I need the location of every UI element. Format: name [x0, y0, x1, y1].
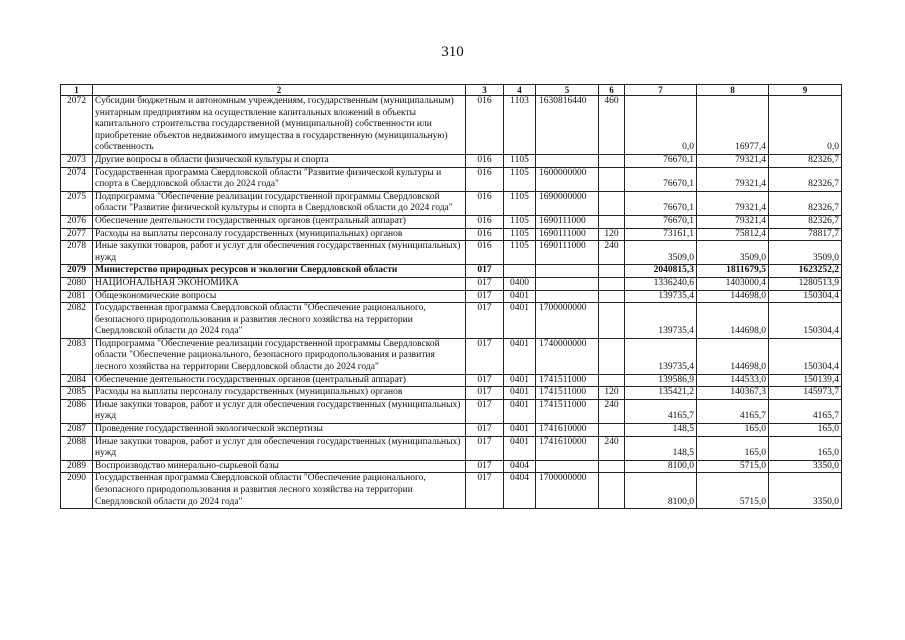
- row-value-col9: 3350,0: [769, 460, 842, 473]
- row-value-col8: 16977,4: [697, 96, 769, 155]
- table-row: [61, 473, 842, 509]
- table-body: [61, 96, 842, 509]
- row-value-col7: 0,0: [625, 96, 697, 155]
- row-value-col8: 79321,4: [697, 167, 769, 191]
- header-row: [61, 85, 842, 96]
- row-ministry-code: 017: [466, 424, 504, 437]
- row-section-code: 0401: [504, 436, 536, 460]
- row-section-code: 0401: [504, 399, 536, 423]
- row-value-col8: 165,0: [697, 424, 769, 437]
- row-target-code: 1630816440: [536, 96, 599, 155]
- row-number: 2082: [61, 303, 93, 339]
- row-name: Обеспечение деятельности государственных органов (центральный аппарат): [93, 215, 466, 228]
- column-header: 4: [504, 85, 536, 96]
- row-expense-type: [599, 215, 625, 228]
- row-number: 2081: [61, 290, 93, 303]
- row-ministry-code: 017: [466, 374, 504, 387]
- row-ministry-code: 017: [466, 387, 504, 400]
- row-ministry-code: 017: [466, 399, 504, 423]
- row-ministry-code: 017: [466, 473, 504, 509]
- row-ministry-code: 017: [466, 436, 504, 460]
- row-number: 2088: [61, 436, 93, 460]
- row-value-col8: 79321,4: [697, 191, 769, 215]
- row-section-code: 0401: [504, 374, 536, 387]
- row-section-code: [504, 265, 536, 278]
- row-value-col9: 150304,4: [769, 290, 842, 303]
- table-row: [61, 191, 842, 215]
- row-value-col9: 1280513,9: [769, 277, 842, 290]
- column-header: 9: [769, 85, 842, 96]
- row-value-col7: 8100,0: [625, 460, 697, 473]
- row-value-col7: 76670,1: [625, 167, 697, 191]
- row-target-code: 1600000000: [536, 167, 599, 191]
- row-value-col7: 73161,1: [625, 228, 697, 241]
- column-header: 2: [93, 85, 466, 96]
- row-name: Расходы на выплаты персоналу государственных (муниципальных) органов: [93, 228, 466, 241]
- row-value-col9: 3350,0: [769, 473, 842, 509]
- row-expense-type: 240: [599, 241, 625, 265]
- row-value-col8: 165,0: [697, 436, 769, 460]
- row-value-col7: 76670,1: [625, 154, 697, 167]
- row-ministry-code: 016: [466, 191, 504, 215]
- row-section-code: 1105: [504, 215, 536, 228]
- row-name: Расходы на выплаты персоналу государственных (муниципальных) органов: [93, 387, 466, 400]
- table-row: [61, 228, 842, 241]
- table-row: [61, 241, 842, 265]
- row-value-col9: 82326,7: [769, 191, 842, 215]
- row-target-code: [536, 460, 599, 473]
- row-expense-type: 460: [599, 96, 625, 155]
- table-row: [61, 399, 842, 423]
- row-ministry-code: 017: [466, 460, 504, 473]
- row-target-code: [536, 154, 599, 167]
- row-value-col9: 3509,0: [769, 241, 842, 265]
- row-target-code: 1741511000: [536, 399, 599, 423]
- row-ministry-code: 016: [466, 96, 504, 155]
- row-section-code: 1105: [504, 167, 536, 191]
- row-name: Иные закупки товаров, работ и услуг для обеспечения государственных (муниципальных) нужд: [93, 436, 466, 460]
- row-value-col7: 135421,2: [625, 387, 697, 400]
- row-section-code: 0401: [504, 290, 536, 303]
- row-value-col7: 148,5: [625, 424, 697, 437]
- table-row: [61, 277, 842, 290]
- row-expense-type: 240: [599, 436, 625, 460]
- row-name: Иные закупки товаров, работ и услуг для обеспечения государственных (муниципальных) нужд: [93, 241, 466, 265]
- row-name: НАЦИОНАЛЬНАЯ ЭКОНОМИКА: [93, 277, 466, 290]
- row-value-col8: 144698,0: [697, 338, 769, 374]
- table-row: [61, 338, 842, 374]
- row-target-code: 1740000000: [536, 338, 599, 374]
- row-value-col9: 82326,7: [769, 154, 842, 167]
- row-number: 2075: [61, 191, 93, 215]
- row-ministry-code: 017: [466, 290, 504, 303]
- row-number: 2086: [61, 399, 93, 423]
- row-name: Обеспечение деятельности государственных органов (центральный аппарат): [93, 374, 466, 387]
- table-row: [61, 290, 842, 303]
- row-target-code: 1741610000: [536, 436, 599, 460]
- row-name: Государственная программа Свердловской области "Развитие физической культуры и спорта в Свердловской области до 2024 года": [93, 167, 466, 191]
- row-value-col9: 150304,4: [769, 338, 842, 374]
- row-target-code: [536, 290, 599, 303]
- row-section-code: 0401: [504, 387, 536, 400]
- row-expense-type: [599, 460, 625, 473]
- row-section-code: 0401: [504, 303, 536, 339]
- row-section-code: 1105: [504, 191, 536, 215]
- row-section-code: 0400: [504, 277, 536, 290]
- row-value-col7: 8100,0: [625, 473, 697, 509]
- row-value-col8: 144698,0: [697, 303, 769, 339]
- row-number: 2090: [61, 473, 93, 509]
- row-name: Министерство природных ресурсов и экологии Свердловской области: [93, 265, 466, 278]
- row-expense-type: [599, 167, 625, 191]
- row-target-code: [536, 277, 599, 290]
- row-number: 2085: [61, 387, 93, 400]
- row-section-code: 0404: [504, 473, 536, 509]
- row-value-col8: 79321,4: [697, 154, 769, 167]
- row-value-col9: 0,0: [769, 96, 842, 155]
- column-header: 6: [599, 85, 625, 96]
- column-header: 3: [466, 85, 504, 96]
- row-section-code: 1105: [504, 228, 536, 241]
- row-value-col7: 139735,4: [625, 338, 697, 374]
- table-row: [61, 154, 842, 167]
- row-value-col7: 139735,4: [625, 303, 697, 339]
- row-expense-type: [599, 473, 625, 509]
- row-ministry-code: 017: [466, 265, 504, 278]
- row-value-col9: 82326,7: [769, 167, 842, 191]
- row-number: 2072: [61, 96, 93, 155]
- table-row: [61, 387, 842, 400]
- row-value-col9: 150304,4: [769, 303, 842, 339]
- row-value-col9: 165,0: [769, 436, 842, 460]
- row-value-col8: 5715,0: [697, 473, 769, 509]
- row-ministry-code: 016: [466, 228, 504, 241]
- row-name: Государственная программа Свердловской области "Обеспечение рационального, безопасного природопользования и развития лесного хозяйства на территории Свердловской области до 2024 года": [93, 473, 466, 509]
- page-number: 310: [441, 44, 464, 60]
- row-expense-type: [599, 303, 625, 339]
- row-number: 2079: [61, 265, 93, 278]
- table-row: [61, 215, 842, 228]
- row-target-code: 1700000000: [536, 473, 599, 509]
- row-value-col8: 1811679,5: [697, 265, 769, 278]
- row-value-col7: 4165,7: [625, 399, 697, 423]
- row-number: 2074: [61, 167, 93, 191]
- row-ministry-code: 016: [466, 241, 504, 265]
- row-section-code: 1105: [504, 154, 536, 167]
- row-expense-type: [599, 290, 625, 303]
- row-name: Воспроизводство минерально-сырьевой базы: [93, 460, 466, 473]
- row-target-code: 1741511000: [536, 374, 599, 387]
- table-row: [61, 424, 842, 437]
- row-ministry-code: 016: [466, 215, 504, 228]
- row-value-col9: 78817,7: [769, 228, 842, 241]
- row-value-col7: 76670,1: [625, 215, 697, 228]
- row-target-code: 1741610000: [536, 424, 599, 437]
- row-value-col7: 76670,1: [625, 191, 697, 215]
- row-number: 2089: [61, 460, 93, 473]
- row-expense-type: [599, 424, 625, 437]
- row-name: Субсидии бюджетным и автономным учреждениям, государственным (муниципальным) унитарным предприятиям на осуществление капитальных вложений в объекты капитального строительства государственной (муниципальной) собственности или приобретение объектов недвижимого имущества в государственную (муниципальную) собственность: [93, 96, 466, 155]
- row-target-code: 1690111000: [536, 241, 599, 265]
- column-header: 8: [697, 85, 769, 96]
- table-row: [61, 167, 842, 191]
- row-value-col9: 1623252,2: [769, 265, 842, 278]
- row-section-code: 1103: [504, 96, 536, 155]
- row-name: Другие вопросы в области физической культуры и спорта: [93, 154, 466, 167]
- row-value-col8: 140367,3: [697, 387, 769, 400]
- row-expense-type: [599, 265, 625, 278]
- row-value-col7: 1336240,6: [625, 277, 697, 290]
- row-value-col8: 144533,0: [697, 374, 769, 387]
- row-value-col8: 144698,0: [697, 290, 769, 303]
- row-ministry-code: 016: [466, 154, 504, 167]
- row-value-col9: 145973,7: [769, 387, 842, 400]
- row-target-code: 1690111000: [536, 215, 599, 228]
- row-value-col8: 4165,7: [697, 399, 769, 423]
- row-value-col7: 2040815,3: [625, 265, 697, 278]
- row-section-code: 0404: [504, 460, 536, 473]
- row-value-col9: 165,0: [769, 424, 842, 437]
- row-number: 2077: [61, 228, 93, 241]
- row-number: 2084: [61, 374, 93, 387]
- row-number: 2083: [61, 338, 93, 374]
- table-row: [61, 460, 842, 473]
- row-target-code: 1690111000: [536, 228, 599, 241]
- row-ministry-code: 017: [466, 338, 504, 374]
- row-name: Подпрограмма "Обеспечение реализации государственной программы Свердловской области "Обеспечение рационального, безопасного природопользования и развития лесного хозяйства на территории Свердловской области до 2024 года": [93, 338, 466, 374]
- row-name: Подпрограмма "Обеспечение реализации государственной программы Свердловской области "Развитие физической культуры и спорта в Свердловской области до 2024 года": [93, 191, 466, 215]
- row-expense-type: [599, 374, 625, 387]
- row-section-code: 1105: [504, 241, 536, 265]
- column-header: 1: [61, 85, 93, 96]
- row-number: 2087: [61, 424, 93, 437]
- row-section-code: 0401: [504, 424, 536, 437]
- row-number: 2080: [61, 277, 93, 290]
- row-target-code: 1700000000: [536, 303, 599, 339]
- table-row: [61, 265, 842, 278]
- column-header: 5: [536, 85, 599, 96]
- row-value-col8: 3509,0: [697, 241, 769, 265]
- row-section-code: 0401: [504, 338, 536, 374]
- row-value-col9: 4165,7: [769, 399, 842, 423]
- row-expense-type: [599, 338, 625, 374]
- row-name: Иные закупки товаров, работ и услуг для обеспечения государственных (муниципальных) нужд: [93, 399, 466, 423]
- row-expense-type: 120: [599, 387, 625, 400]
- row-target-code: 1690000000: [536, 191, 599, 215]
- table-row: [61, 303, 842, 339]
- row-ministry-code: 016: [466, 167, 504, 191]
- row-number: 2078: [61, 241, 93, 265]
- budget-table: [60, 84, 842, 509]
- row-value-col7: 139586,9: [625, 374, 697, 387]
- row-number: 2076: [61, 215, 93, 228]
- row-value-col7: 139735,4: [625, 290, 697, 303]
- row-ministry-code: 017: [466, 303, 504, 339]
- row-value-col8: 79321,4: [697, 215, 769, 228]
- row-name: Общеэкономические вопросы: [93, 290, 466, 303]
- row-value-col8: 1403000,4: [697, 277, 769, 290]
- row-value-col7: 3509,0: [625, 241, 697, 265]
- table-row: [61, 436, 842, 460]
- row-value-col9: 82326,7: [769, 215, 842, 228]
- row-value-col8: 5715,0: [697, 460, 769, 473]
- row-ministry-code: 017: [466, 277, 504, 290]
- row-expense-type: [599, 277, 625, 290]
- row-target-code: 1741511000: [536, 387, 599, 400]
- row-expense-type: [599, 191, 625, 215]
- column-header: 7: [625, 85, 697, 96]
- row-expense-type: 120: [599, 228, 625, 241]
- row-value-col8: 75812,4: [697, 228, 769, 241]
- row-value-col7: 148,5: [625, 436, 697, 460]
- table-row: [61, 374, 842, 387]
- row-value-col9: 150139,4: [769, 374, 842, 387]
- row-target-code: [536, 265, 599, 278]
- row-name: Государственная программа Свердловской области "Обеспечение рационального, безопасного природопользования и развития лесного хозяйства на территории Свердловской области до 2024 года": [93, 303, 466, 339]
- row-number: 2073: [61, 154, 93, 167]
- row-name: Проведение государственной экологической экспертизы: [93, 424, 466, 437]
- row-expense-type: [599, 154, 625, 167]
- table-row: [61, 96, 842, 155]
- row-expense-type: 240: [599, 399, 625, 423]
